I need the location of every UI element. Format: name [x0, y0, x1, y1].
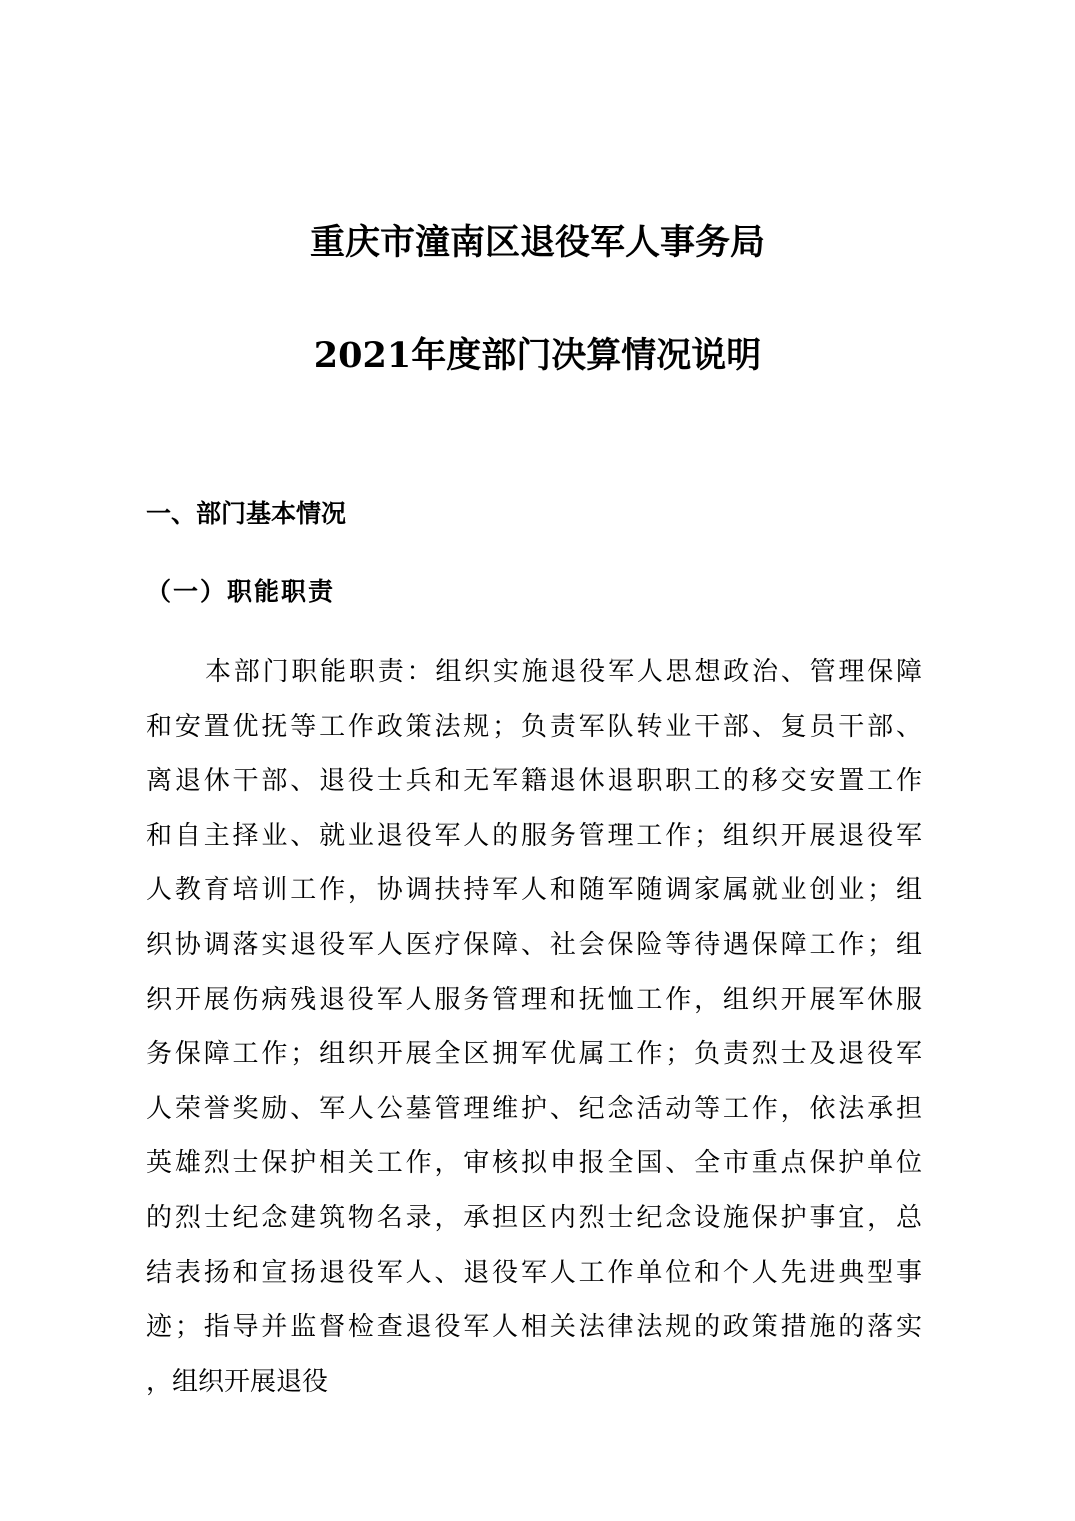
body-line: 的烈士纪念建筑物名录，承担区内烈士纪念设施保护事宜，总 [146, 1203, 922, 1233]
document-title-line2: 2021年度部门决算情况说明 [313, 335, 762, 376]
body-line: 英雄烈士保护相关工作，审核拟申报全国、全市重点保护单位 [146, 1148, 922, 1179]
body-line: 结表扬和宣扬退役军人、退役军人工作单位和个人先进典型事 [146, 1257, 922, 1288]
body-line: 和安置优抚等工作政策法规；负责军队转业干部、复员干部、 [146, 711, 922, 742]
body-line: ，组织开展退役 [146, 1366, 329, 1397]
body-line: 织开展伤病残退役军人服务管理和抚恤工作，组织开展军休服 [146, 984, 922, 1015]
section-heading: 一、部门基本情况 [146, 499, 347, 528]
subsection-heading: （一）职能职责 [146, 577, 336, 606]
body-line: 务保障工作；组织开展全区拥军优属工作；负责烈士及退役军 [146, 1039, 922, 1070]
body-line: 织协调落实退役军人医疗保障、社会保险等待遇保障工作；组 [146, 930, 922, 960]
body-line: 人荣誉奖励、军人公墓管理维护、纪念活动等工作，依法承担 [146, 1093, 922, 1124]
document-title-line1: 重庆市潼南区退役军人事务局 [309, 222, 765, 263]
body-line: 人教育培训工作，协调扶持军人和随军随调家属就业创业；组 [146, 875, 922, 906]
body-line: 和自主择业、就业退役军人的服务管理工作；组织开展退役军 [146, 820, 922, 851]
body-line: 迹；指导并监督检查退役军人相关法律法规的政策措施的落实 [146, 1312, 922, 1343]
body-line: 本部门职能职责：组织实施退役军人思想政治、管理保障 [205, 657, 922, 687]
body-line: 离退休干部、退役士兵和无军籍退休退职职工的移交安置工作 [146, 766, 922, 797]
